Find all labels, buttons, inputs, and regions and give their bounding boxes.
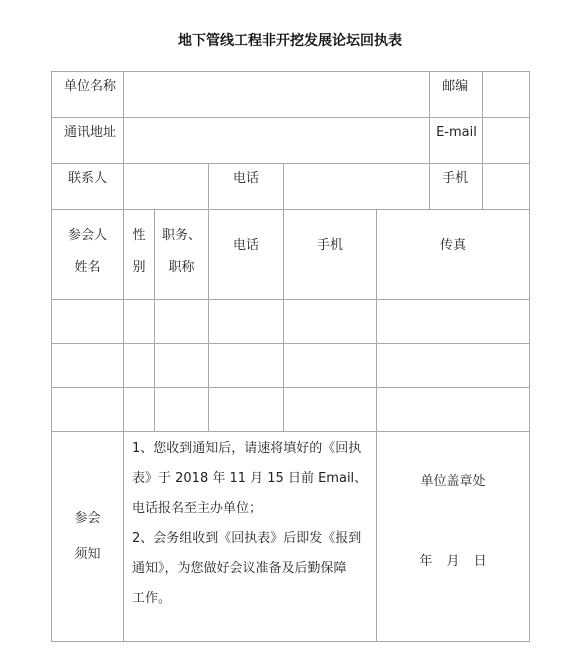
phone-label: 电话	[209, 164, 284, 210]
row-address	[52, 118, 530, 164]
notice-label-line2: 须知	[74, 546, 101, 562]
email-cell	[430, 118, 530, 164]
notice-line: 工作。	[132, 591, 172, 606]
position-header-line2: 职称	[168, 260, 195, 275]
row-unit-name	[52, 72, 530, 118]
notice-line: 通知》，为您做好会议准备及后勤保障	[132, 561, 347, 576]
attendee-mobile-field[interactable]	[284, 388, 377, 432]
attendee-position-field[interactable]	[155, 388, 209, 432]
notice-label	[52, 432, 124, 642]
email-field[interactable]	[483, 118, 529, 163]
postcode-cell	[430, 72, 530, 118]
attendee-header-line2: 姓名	[74, 260, 101, 275]
notice-line: 表》于 2018 年 11 月 15 日前 Email、	[132, 471, 368, 486]
attendee-name-field[interactable]	[52, 300, 124, 344]
mobile-field[interactable]	[483, 164, 529, 209]
notice-line: 电话报名至主办单位；	[132, 501, 263, 516]
notice-line: 1、您收到通知后，请速将填好的《回执	[132, 441, 362, 456]
attendee-fax-field[interactable]	[377, 388, 530, 432]
attendee-fax-field[interactable]	[377, 300, 530, 344]
attendee-name-field[interactable]	[52, 388, 124, 432]
attendee-gender-field[interactable]	[124, 300, 155, 344]
attendee-position-field[interactable]	[155, 344, 209, 388]
attendee-mobile-header: 手机	[284, 210, 377, 300]
mobile-cell	[430, 164, 530, 210]
contact-field[interactable]	[124, 164, 209, 210]
attendee-row	[52, 300, 530, 344]
attendee-fax-field[interactable]	[377, 344, 530, 388]
attendee-phone-field[interactable]	[209, 344, 284, 388]
notice-line: 2、会务组收到《回执表》后即发《报到	[132, 531, 362, 546]
attendee-gender-field[interactable]	[124, 344, 155, 388]
attendee-fax-header: 传真	[377, 210, 530, 300]
phone-field[interactable]	[284, 164, 430, 210]
position-header	[155, 210, 209, 300]
attendee-mobile-field[interactable]	[284, 300, 377, 344]
unit-name-label: 单位名称	[52, 72, 124, 118]
attendee-name-field[interactable]	[52, 344, 124, 388]
address-field[interactable]	[124, 118, 430, 164]
address-label: 通讯地址	[52, 118, 124, 164]
attendee-gender-field[interactable]	[124, 388, 155, 432]
mobile-label: 手机	[430, 164, 483, 209]
attendee-phone-header: 电话	[209, 210, 284, 300]
attendee-header-row	[52, 210, 530, 300]
attendee-position-field[interactable]	[155, 300, 209, 344]
seal-date: 年 月 日	[419, 554, 487, 569]
notice-text	[124, 432, 377, 642]
postcode-label: 邮编	[430, 72, 483, 117]
attendee-mobile-field[interactable]	[284, 344, 377, 388]
notice-label-line1: 参会	[74, 510, 101, 526]
contact-label: 联系人	[52, 164, 124, 210]
postcode-field[interactable]	[483, 72, 529, 117]
gender-header-line1: 性	[132, 228, 146, 243]
gender-header-line2: 别	[132, 260, 146, 275]
position-header-line1: 职务、	[161, 228, 201, 243]
attendee-phone-field[interactable]	[209, 300, 284, 344]
attendee-row	[52, 344, 530, 388]
form-title: 地下管线工程非开挖发展论坛回执表	[178, 33, 402, 49]
attendee-header-line1: 参会人	[67, 228, 107, 243]
attendee-phone-field[interactable]	[209, 388, 284, 432]
attendee-row	[52, 388, 530, 432]
receipt-form-table	[51, 71, 530, 642]
row-contact	[52, 164, 530, 210]
unit-name-field[interactable]	[124, 72, 430, 118]
seal-area[interactable]	[377, 432, 530, 642]
notice-row	[52, 432, 530, 642]
email-label: E-mail	[430, 118, 483, 163]
seal-label: 单位盖章处	[420, 474, 486, 489]
gender-header	[124, 210, 155, 300]
attendee-name-header	[52, 210, 124, 300]
